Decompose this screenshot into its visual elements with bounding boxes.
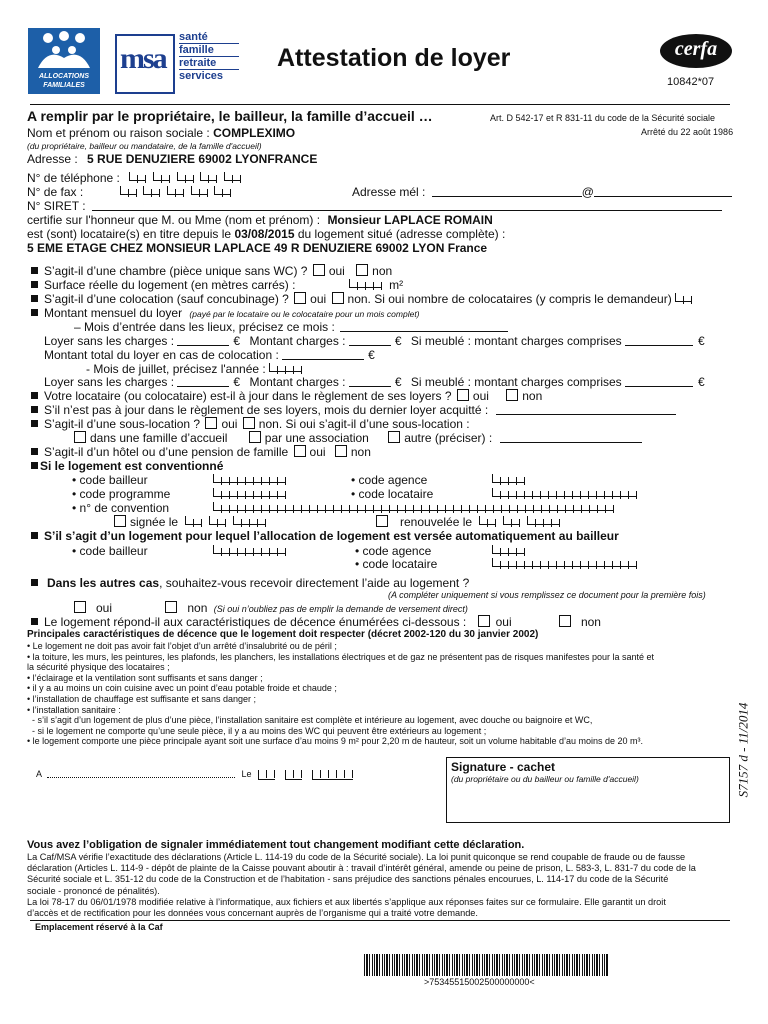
footer-legal-line: d’accès et de rectification pour les données vous concernant auprès de l’organisme qui a traité votre demande.: [27, 908, 478, 919]
furnished-label: Si meublé : montant charges comprises: [410, 375, 622, 389]
non-note: (Si oui n’oubliez pas de emplir la demande de versement direct): [213, 604, 468, 614]
code-locataire-field[interactable]: [492, 487, 637, 501]
rent-excl-label: Loyer sans les charges :: [44, 375, 175, 389]
oui-label: oui: [309, 445, 326, 459]
room-oui-checkbox[interactable]: [313, 264, 325, 276]
msa-logo-text: msa: [120, 42, 166, 75]
hotel-oui-checkbox[interactable]: [294, 445, 306, 457]
sublet-oui-checkbox[interactable]: [205, 417, 217, 429]
code-bailleur-row: [72, 473, 286, 487]
association-label: par une association: [264, 431, 369, 445]
bullet-square-icon: [31, 420, 38, 427]
owner-name-hint: (du propriétaire, bailleur ou mandataire, de la famille d'accueil): [27, 141, 262, 151]
month-entry-field[interactable]: [340, 321, 508, 332]
fax-label: N° de fax :: [27, 185, 84, 199]
decency-heading: Principales caractéristiques de décence que le logement doit respecter (décret 2002-120 du 30 janvier 2002): [27, 629, 539, 640]
decency-line: • l’installation de chauffage est suffisante et sans danger ;: [27, 693, 256, 704]
signed-date-field[interactable]: [185, 515, 265, 529]
sublet-type-row: [72, 431, 642, 445]
q-uptodate-row: [31, 389, 542, 403]
footer-legal-line: déclaration (Articles L. 114-9 - dépôt de plainte de la Caisse pouvant aboutir à : travail d’intérêt général, amende ou peine de prison, L. 583-3, L. 831-7 du code de la: [27, 863, 696, 874]
footer-legal: [27, 852, 751, 919]
other-cases-note: (A compléter uniquement si vous remplissez ce document pour la première fois): [388, 590, 706, 600]
dwelling-address[interactable]: 5 EME ETAGE CHEZ MONSIEUR LAPLACE 49 R DENUZIERE 69002 LYON France: [27, 241, 488, 255]
q-rent-label: Montant mensuel du loyer: [44, 306, 183, 320]
other-cases-rest: , souhaitez-vous recevoir directement l’aide au logement ?: [159, 576, 470, 590]
oui-label: oui: [310, 292, 327, 306]
q-rent-row: [31, 306, 420, 320]
code-bailleur-label: • code bailleur: [72, 544, 148, 558]
footer-legal-line: La loi 78-17 du 06/01/1978 modifiée relative à l’informatique, aux fichiers et aux libertés s’applique aux réponses faites sur ce formulaire. Elle garantit un droit: [27, 896, 666, 907]
oui-label: oui: [472, 389, 489, 403]
tenant-name[interactable]: Monsieur LAPLACE ROMAIN: [327, 213, 493, 227]
footer-legal-line: sociale - prononcé de pénalités).: [27, 885, 160, 896]
email-label: Adresse mél :: [352, 185, 426, 199]
decency-non-checkbox[interactable]: [559, 615, 571, 627]
oui-label: oui: [328, 264, 345, 278]
direct-oui-checkbox[interactable]: [74, 601, 86, 613]
signature-title: Signature - cachet: [451, 760, 556, 774]
code-agence-label: • code agence: [351, 473, 428, 487]
euro-sign: €: [233, 375, 241, 389]
furnished-field-2[interactable]: [625, 376, 693, 387]
euro-sign: €: [233, 334, 241, 348]
signed-checkbox[interactable]: [114, 515, 126, 527]
owner-heading: A remplir par le propriétaire, le bailleur, la famille d’accueil …: [27, 108, 433, 124]
surface-field[interactable]: [349, 278, 382, 292]
signature-box[interactable]: [446, 757, 730, 823]
other-cases-row: [31, 576, 469, 590]
hotel-non-checkbox[interactable]: [335, 445, 347, 457]
signature-hint: (du propriétaire ou du bailleur ou famille d'accueil): [451, 774, 639, 784]
direct-code-bailleur-row: [72, 544, 286, 558]
oui-label: oui: [495, 615, 512, 629]
euro-sign: €: [698, 375, 705, 389]
msa-taglines: [179, 31, 239, 82]
at-label: A: [36, 769, 42, 779]
q-coloc-row: [31, 292, 692, 306]
code-agence-row: [351, 473, 525, 487]
caf-logo: [28, 28, 100, 94]
decency-line: • l’installation sanitaire :: [27, 704, 121, 715]
non-label: non: [372, 264, 393, 278]
phone-row: [27, 171, 241, 185]
non-label: non: [522, 389, 543, 403]
euro-sign: €: [394, 375, 402, 389]
page-title: Attestation de loyer: [277, 44, 511, 72]
code-locataire-label: • code locataire: [351, 487, 434, 501]
rent-hint: (payé par le locataire ou le colocataire pour un mois complet): [189, 309, 420, 319]
oui-label: oui: [221, 417, 238, 431]
owner-address-row: [27, 152, 317, 166]
phone-label: N° de téléphone :: [27, 171, 120, 185]
direct-code-agence-row: [355, 544, 525, 558]
since-date[interactable]: 03/08/2015: [234, 227, 295, 241]
euro-sign: €: [394, 334, 402, 348]
direct-code-agence-field[interactable]: [492, 544, 525, 558]
q-sublet-row: [31, 417, 470, 431]
code-bailleur-field[interactable]: [213, 473, 286, 487]
barcode: [364, 954, 608, 976]
signed-row: [112, 515, 266, 529]
siret-field[interactable]: [92, 200, 722, 211]
direct-non-checkbox[interactable]: [165, 601, 177, 613]
direct-heading: S’il s’agit d’un logement pour lequel l’allocation de logement est versée automatiquement au bailleur: [44, 529, 619, 543]
rent-excl-field-1[interactable]: [177, 335, 229, 346]
july-label: - Mois de juillet, précisez l'année :: [86, 362, 266, 376]
renewed-label: renouvelée le: [400, 515, 473, 529]
place-date-row: [36, 767, 353, 780]
july-year-field[interactable]: [269, 362, 302, 376]
code-programme-field[interactable]: [213, 487, 286, 501]
coloc-count-field[interactable]: [675, 292, 692, 306]
direct-choice-row: [72, 601, 468, 615]
q-uptodate-label: Votre locataire (ou colocataire) est-il à jour dans le règlement de ses loyers ?: [44, 389, 452, 403]
code-locataire-row: [351, 487, 637, 501]
non-label: non: [187, 601, 208, 615]
num-convention-field[interactable]: [213, 501, 614, 515]
july-row: [86, 362, 302, 376]
oui-label: oui: [96, 601, 113, 615]
month-entry-label: – Mois d’entrée dans les lieux, précisez ce mois :: [74, 320, 335, 334]
renewed-checkbox[interactable]: [376, 515, 388, 527]
caf-family-icon: [28, 28, 100, 74]
q-decency-row: [31, 615, 601, 629]
decree-ref: Arrêté du 22 août 1986: [641, 127, 734, 137]
decency-line: • le logement comporte une pièce principale ayant soit une surface d’au moins 9 m² pour 2,20 m de hauteur, soit un volume habitable d’au moins de 20 m³.: [27, 736, 644, 747]
msa-line: services: [179, 70, 224, 82]
direct-code-locataire-row: [355, 557, 637, 571]
q-hotel-label: S’agit-il d’un hôtel ou d’une pension de famille: [44, 445, 289, 459]
euro-sign: €: [698, 334, 705, 348]
room-non-checkbox[interactable]: [356, 264, 368, 276]
email-field-domain[interactable]: [594, 186, 732, 197]
direct-code-locataire-field[interactable]: [492, 557, 637, 571]
siret-row: [27, 199, 722, 213]
non-label: non: [350, 445, 371, 459]
owner-address-value[interactable]: 5 RUE DENUZIERE 69002 LYONFRANCE: [87, 152, 318, 166]
certify-label: certifie sur l'honneur que M. ou Mme (nom et prénom) :: [27, 213, 321, 227]
num-convention-label: • n° de convention: [72, 501, 170, 515]
coloc-oui-checkbox[interactable]: [294, 292, 306, 304]
total-coloc-field[interactable]: [282, 349, 364, 360]
certify-row: [27, 213, 493, 227]
total-coloc-label: Montant total du loyer en cas de colocation :: [44, 348, 279, 362]
q-room-row: [31, 264, 392, 278]
rent-row-1: [44, 334, 705, 348]
q-unpaid-row: [31, 403, 676, 417]
convention-heading-row: [31, 459, 223, 473]
code-agence-field[interactable]: [492, 473, 525, 487]
furnished-label: Si meublé : montant charges comprises: [410, 334, 622, 348]
sublet-non-label: non. Si oui s’agit-il d’une sous-location :: [258, 417, 470, 431]
phone-field[interactable]: [129, 171, 241, 185]
bullet-square-icon: [31, 281, 38, 288]
month-entry-row: [74, 320, 508, 334]
decency-list: [27, 641, 654, 747]
association-checkbox[interactable]: [249, 431, 261, 443]
msa-logo: [115, 34, 175, 94]
on-label: Le: [241, 769, 252, 779]
signed-label: signée le: [130, 515, 179, 529]
owner-address-label: Adresse :: [27, 152, 78, 166]
q-coloc-label: S’agit-il d’une colocation (sauf concubinage) ?: [44, 292, 289, 306]
rent-excl-label: Loyer sans les charges :: [44, 334, 175, 348]
owner-name-row: [27, 126, 295, 140]
unpaid-field[interactable]: [496, 404, 676, 415]
furnished-field-1[interactable]: [625, 335, 693, 346]
decency-line: • il y a au moins un coin cuisine avec un point d’eau potable froide et chaude ;: [27, 683, 337, 694]
code-programme-label: • code programme: [72, 487, 171, 501]
place-field[interactable]: [47, 767, 235, 778]
rent-row-2: [44, 375, 705, 389]
convention-heading: Si le logement est conventionné: [40, 459, 224, 473]
decency-line: - si le logement ne comporte qu’une seule pièce, il y a au moins des WC qui peuvent être extérieurs au logement ;: [27, 725, 487, 736]
footer-legal-line: Sécurité sociale et L. 351-12 du code de la Construction et de l’habitation - sans préjudice des sanctions pénales encourues, L. 114-17 du code de la Sécurité: [27, 874, 669, 885]
other-cases-bold: Dans les autres cas: [47, 576, 160, 590]
q-sublet-label: S’agit-il d’une sous-location ?: [44, 417, 201, 431]
host-family-label: dans une famille d’accueil: [90, 431, 228, 445]
bullet-square-icon: [31, 406, 38, 413]
siret-label: N° SIRET :: [27, 199, 86, 213]
renewed-date-field[interactable]: [479, 515, 559, 529]
uptodate-oui-checkbox[interactable]: [457, 389, 469, 401]
decency-line: - s’il s’agit d’un logement de plus d’une pièce, l’installation sanitaire est complète et intérieure au logement, avec douche ou baignoire et WC,: [27, 715, 593, 726]
footer-divider: [30, 920, 730, 921]
cerfa-logo: [660, 34, 732, 68]
charges-field-2[interactable]: [349, 376, 391, 387]
surface-unit: m²: [389, 278, 404, 292]
q-hotel-row: [31, 445, 371, 459]
bullet-square-icon: [31, 392, 38, 399]
decency-line: la sécurité physique des locataires ;: [27, 662, 170, 673]
since-row: [27, 227, 505, 241]
code-agence-label: • code agence: [355, 544, 432, 558]
since-label: est (sont) locataire(s) en titre depuis le: [27, 227, 232, 241]
bullet-square-icon: [31, 462, 38, 469]
cerfa-number: 10842*07: [667, 76, 715, 88]
msa-line: famille: [179, 44, 239, 57]
coloc-non-checkbox[interactable]: [332, 292, 344, 304]
header-divider: [30, 104, 730, 105]
host-family-checkbox[interactable]: [74, 431, 86, 443]
email-field-local[interactable]: [432, 186, 582, 197]
cerfa-logo-text: cerfa: [674, 38, 718, 60]
uptodate-non-checkbox[interactable]: [506, 389, 518, 401]
owner-name-value[interactable]: COMPLEXIMO: [213, 126, 296, 140]
decency-line: • l’éclairage et la ventilation sont suffisants et sans danger ;: [27, 672, 263, 683]
bullet-square-icon: [31, 618, 38, 625]
fax-field[interactable]: [120, 185, 232, 199]
email-row: [352, 185, 732, 199]
coloc-non-label: non. Si oui nombre de colocataires (y compris le demandeur): [347, 292, 672, 306]
rent-excl-field-2[interactable]: [177, 376, 229, 387]
direct-code-bailleur-field[interactable]: [213, 544, 286, 558]
msa-line: retraite: [179, 57, 239, 70]
footer-legal-line: La Caf/MSA vérifie l’exactitude des déclarations (Article L. 114-19 du code de la Sécurité sociale). La loi punit quiconque se rend coupable de fraude ou de fausse: [27, 852, 686, 862]
legal-ref: Art. D 542-17 et R 831-11 du code de la Sécurité sociale: [490, 113, 715, 123]
q-room-label: S’agit-il d’une chambre (pièce unique sans WC) ?: [44, 264, 308, 278]
decency-line: • la toiture, les murs, les peintures, les plafonds, les planchers, les installations électriques et de gaz ne présentent pas de risques manifestes pour la santé et: [27, 651, 654, 662]
footer-warning: Vous avez l’obligation de signaler immédiatement tout changement modifiant cette déclaration.: [27, 839, 525, 851]
total-coloc-row: [44, 348, 375, 362]
non-label: non: [580, 615, 601, 629]
q-surface-row: [31, 278, 403, 292]
other-label: autre (préciser) :: [404, 431, 493, 445]
caf-label: ALLOCATIONS FAMILIALES: [38, 73, 90, 89]
q-unpaid-label: S’il n’est pas à jour dans le règlement de ses loyers, mois du dernier loyer acquitté :: [44, 403, 489, 417]
q-surface-label: Surface réelle du logement (en mètres carrés) :: [44, 278, 296, 292]
euro-sign: €: [368, 348, 375, 362]
fax-row: [27, 185, 231, 199]
date-field[interactable]: [258, 769, 353, 779]
other-field[interactable]: [500, 432, 642, 443]
num-convention-row: [72, 501, 614, 515]
msa-line: santé: [179, 31, 239, 44]
bullet-square-icon: [31, 448, 38, 455]
owner-name-label: Nom et prénom ou raison sociale :: [27, 126, 210, 140]
code-programme-row: [72, 487, 286, 501]
bullet-square-icon: [31, 309, 38, 316]
renewed-row: [374, 515, 560, 529]
email-at: @: [581, 185, 594, 199]
charges-label: Montant charges :: [249, 375, 346, 389]
bullet-square-icon: [31, 295, 38, 302]
reserved-label: Emplacement réservé à la Caf: [35, 922, 163, 932]
charges-label: Montant charges :: [249, 334, 346, 348]
decency-line: • Le logement ne doit pas avoir fait l’objet d’un arrêté d’insalubrité ou de péril ;: [27, 641, 337, 651]
sublet-non-checkbox[interactable]: [243, 417, 255, 429]
code-bailleur-label: • code bailleur: [72, 473, 148, 487]
form-code: S7157 d - 11/2014: [735, 702, 751, 798]
bullet-square-icon: [31, 267, 38, 274]
since-label-2: du logement situé (adresse complète) :: [297, 227, 506, 241]
other-checkbox[interactable]: [388, 431, 400, 443]
bullet-square-icon: [31, 579, 38, 586]
direct-heading-row: [31, 529, 619, 543]
bullet-square-icon: [31, 532, 38, 539]
q-decency-label: Le logement répond-il aux caractéristiques de décence énumérées ci-dessous :: [44, 615, 467, 629]
decency-oui-checkbox[interactable]: [478, 615, 490, 627]
barcode-text: >75345515002500000000<: [424, 977, 535, 987]
charges-field-1[interactable]: [349, 335, 391, 346]
code-locataire-label: • code locataire: [355, 557, 438, 571]
